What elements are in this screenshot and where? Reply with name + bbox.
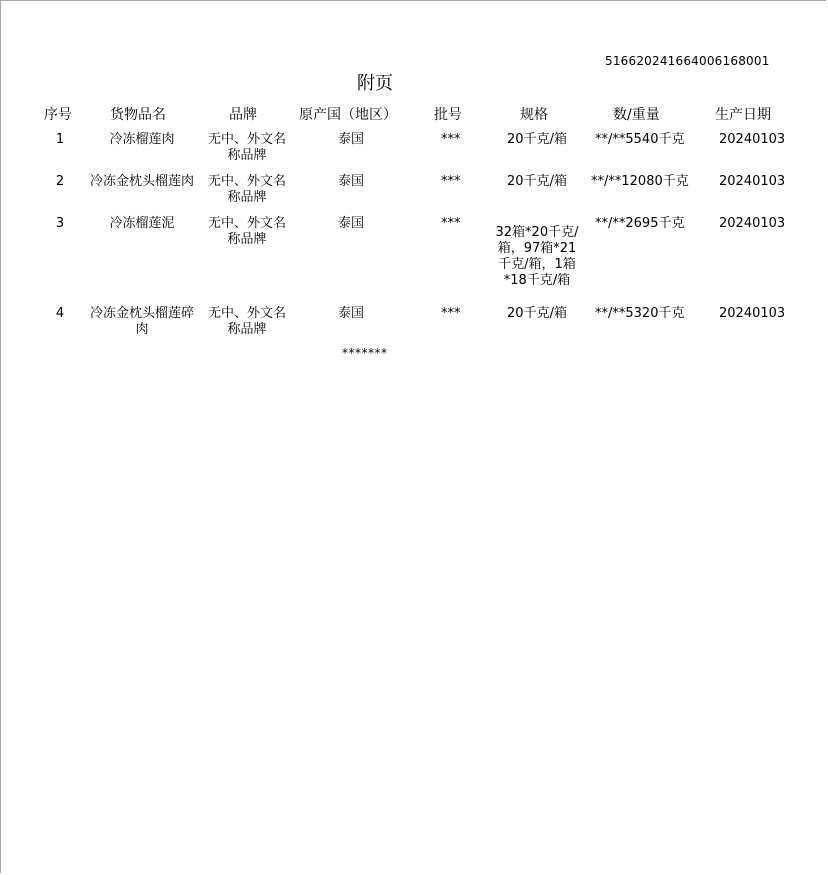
header-batch: 批号 <box>434 107 462 123</box>
row-4-brand-line-1: 无中、外文名 <box>207 306 286 321</box>
row-1-origin: 泰国 <box>337 132 364 147</box>
row-2-batch: *** <box>441 174 461 189</box>
header-quantity-weight: 数/重量 <box>613 107 660 123</box>
row-1-brand-line-2: 称品牌 <box>227 148 267 163</box>
row-3-brand-line-2: 称品牌 <box>227 232 267 247</box>
row-2-serial: 2 <box>55 174 65 189</box>
row-2-quantity: **/**12080千克 <box>591 174 689 189</box>
row-4-date: 20240103 <box>719 306 786 321</box>
row-3-brand-line-1: 无中、外文名 <box>207 216 286 231</box>
row-3-batch: *** <box>441 216 461 231</box>
row-3-spec-line-3: 千克/箱，1箱 <box>498 257 576 272</box>
row-3-goods-name: 冷冻榴莲泥 <box>109 216 175 231</box>
row-3-quantity: **/**2695千克 <box>595 216 685 231</box>
row-3-serial: 3 <box>55 216 65 231</box>
row-1-batch: *** <box>441 132 461 147</box>
row-1-date: 20240103 <box>719 132 786 147</box>
row-2-brand-line-2: 称品牌 <box>227 190 267 205</box>
row-2-origin: 泰国 <box>337 174 364 189</box>
header-spec: 规格 <box>520 107 548 123</box>
row-4-goods-name-line-2: 肉 <box>135 322 149 337</box>
row-4-origin: 泰国 <box>337 306 364 321</box>
row-2-brand-line-1: 无中、外文名 <box>207 174 286 189</box>
header-goods-name: 货物品名 <box>110 107 166 123</box>
row-3-spec-line-4: *18千克/箱 <box>503 273 571 288</box>
header-production-date: 生产日期 <box>715 107 771 123</box>
row-2-date: 20240103 <box>719 174 786 189</box>
row-1-serial: 1 <box>55 132 65 147</box>
row-4-goods-name-line-1: 冷冻金枕头榴莲碎 <box>89 306 194 321</box>
row-4-quantity: **/**5320千克 <box>595 306 685 321</box>
document-number: 51662024166400616800​1 <box>605 54 770 68</box>
row-1-brand-line-1: 无中、外文名 <box>207 132 286 147</box>
header-origin: 原产国（地区） <box>299 107 397 123</box>
header-serial: 序号 <box>44 107 72 123</box>
row-3-spec-line-1: 32箱*20千克/ <box>495 225 579 240</box>
row-3-origin: 泰国 <box>337 216 364 231</box>
row-2-spec: 20千克/箱 <box>507 174 567 189</box>
header-brand: 品牌 <box>229 107 257 123</box>
row-3-spec-line-2: 箱，97箱*21 <box>497 241 577 256</box>
page-title: 附页 <box>357 73 393 94</box>
row-4-brand-line-2: 称品牌 <box>227 322 267 337</box>
row-4-spec: 20千克/箱 <box>507 306 567 321</box>
row-3-date: 20240103 <box>719 216 786 231</box>
row-1-goods-name: 冷冻榴莲肉 <box>109 132 175 147</box>
end-marker: ******* <box>342 346 388 360</box>
row-4-serial: 4 <box>55 306 65 321</box>
row-1-quantity: **/**5540千克 <box>595 132 685 147</box>
row-2-goods-name: 冷冻金枕头榴莲肉 <box>89 174 194 189</box>
row-1-spec: 20千克/箱 <box>507 132 567 147</box>
row-4-batch: *** <box>441 306 461 321</box>
